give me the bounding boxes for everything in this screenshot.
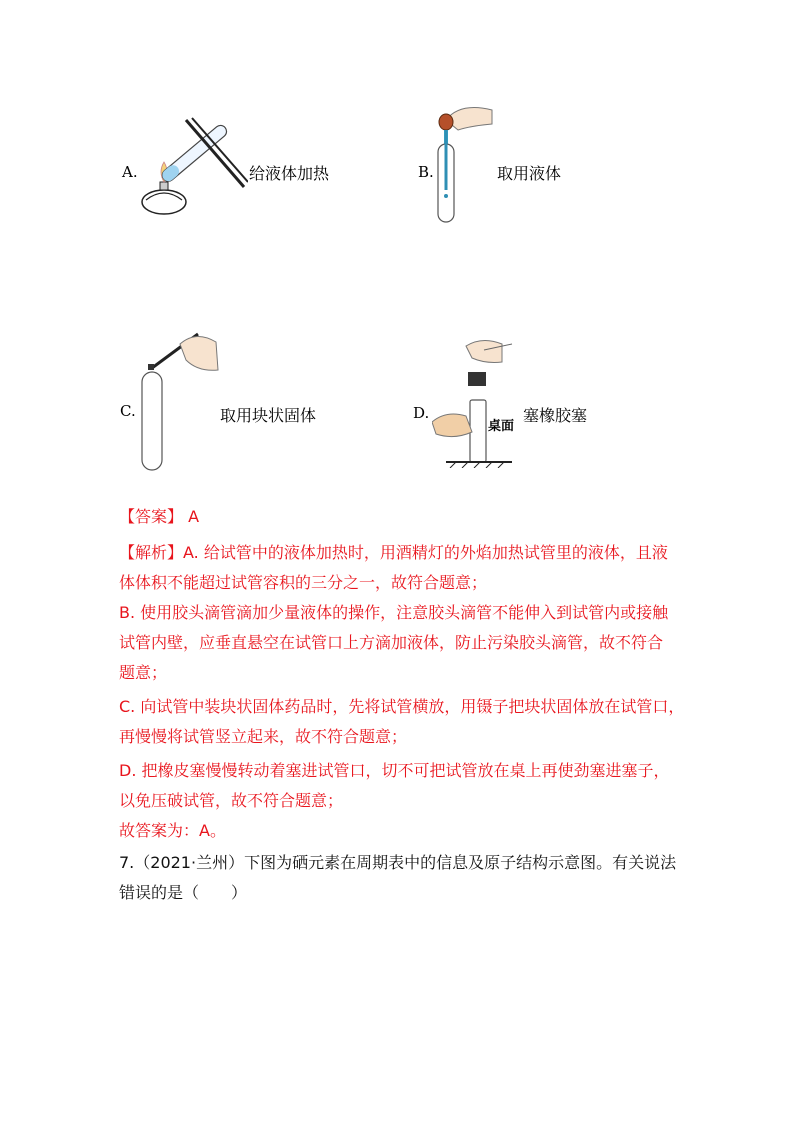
analysis-line-9: 以免压破试管，故不符合题意； bbox=[119, 791, 344, 810]
analysis-conclusion: 故答案为：A。 bbox=[119, 821, 226, 840]
answer-line bbox=[119, 507, 199, 527]
question-7-line-1: 7.（2021·兰州）下图为硒元素在周期表中的信息及原子结构示意图。有关说法 bbox=[119, 853, 677, 872]
option-d-text: 塞橡胶塞 bbox=[523, 406, 588, 425]
option-c-letter: C. bbox=[120, 402, 136, 420]
analysis-line-1 bbox=[119, 543, 668, 563]
analysis-line-4: 试管内壁，应垂直悬空在试管口上方滴加液体，防止污染胶头滴管，故不符合 bbox=[119, 633, 664, 652]
taking-solid-illustration bbox=[136, 330, 226, 472]
question-7-line-2: 错误的是（ ） bbox=[119, 883, 248, 902]
option-d-figure-label: 桌面 bbox=[488, 419, 515, 434]
option-a-letter: A. bbox=[122, 163, 138, 181]
analysis-line-6: C. 向试管中装块状固体药品时，先将试管横放，用镊子把块状固体放在试管口， bbox=[119, 697, 685, 716]
analysis-tag: 【解析】 bbox=[119, 543, 184, 562]
answer-tag: 【答案】 bbox=[119, 507, 184, 526]
option-b-letter: B. bbox=[418, 163, 434, 181]
analysis-line-7: 再慢慢将试管竖立起来，故不符合题意； bbox=[119, 727, 408, 746]
analysis-line-3: B. 使用胶头滴管滴加少量液体的操作，注意胶头滴管不能伸入到试管内或接触 bbox=[119, 603, 669, 622]
heating-liquid-illustration bbox=[136, 112, 248, 220]
answer-value: A bbox=[188, 507, 200, 526]
option-d-letter: D. bbox=[413, 404, 430, 422]
analysis-line-2: 体体积不能超过试管容积的三分之一，故符合题意； bbox=[119, 573, 488, 592]
analysis-line-5: 题意； bbox=[119, 663, 168, 682]
taking-liquid-illustration bbox=[430, 100, 494, 224]
inserting-stopper-illustration bbox=[432, 336, 518, 468]
option-b-text: 取用液体 bbox=[497, 164, 562, 183]
option-a-text: 给液体加热 bbox=[249, 164, 330, 183]
analysis-text-1: A. 给试管中的液体加热时，用酒精灯的外焰加热试管里的液体，且液 bbox=[183, 543, 668, 562]
analysis-line-8: D. 把橡皮塞慢慢转动着塞进试管口，切不可把试管放在桌上再使劲塞进塞子， bbox=[119, 761, 670, 780]
option-c-text: 取用块状固体 bbox=[220, 406, 317, 425]
